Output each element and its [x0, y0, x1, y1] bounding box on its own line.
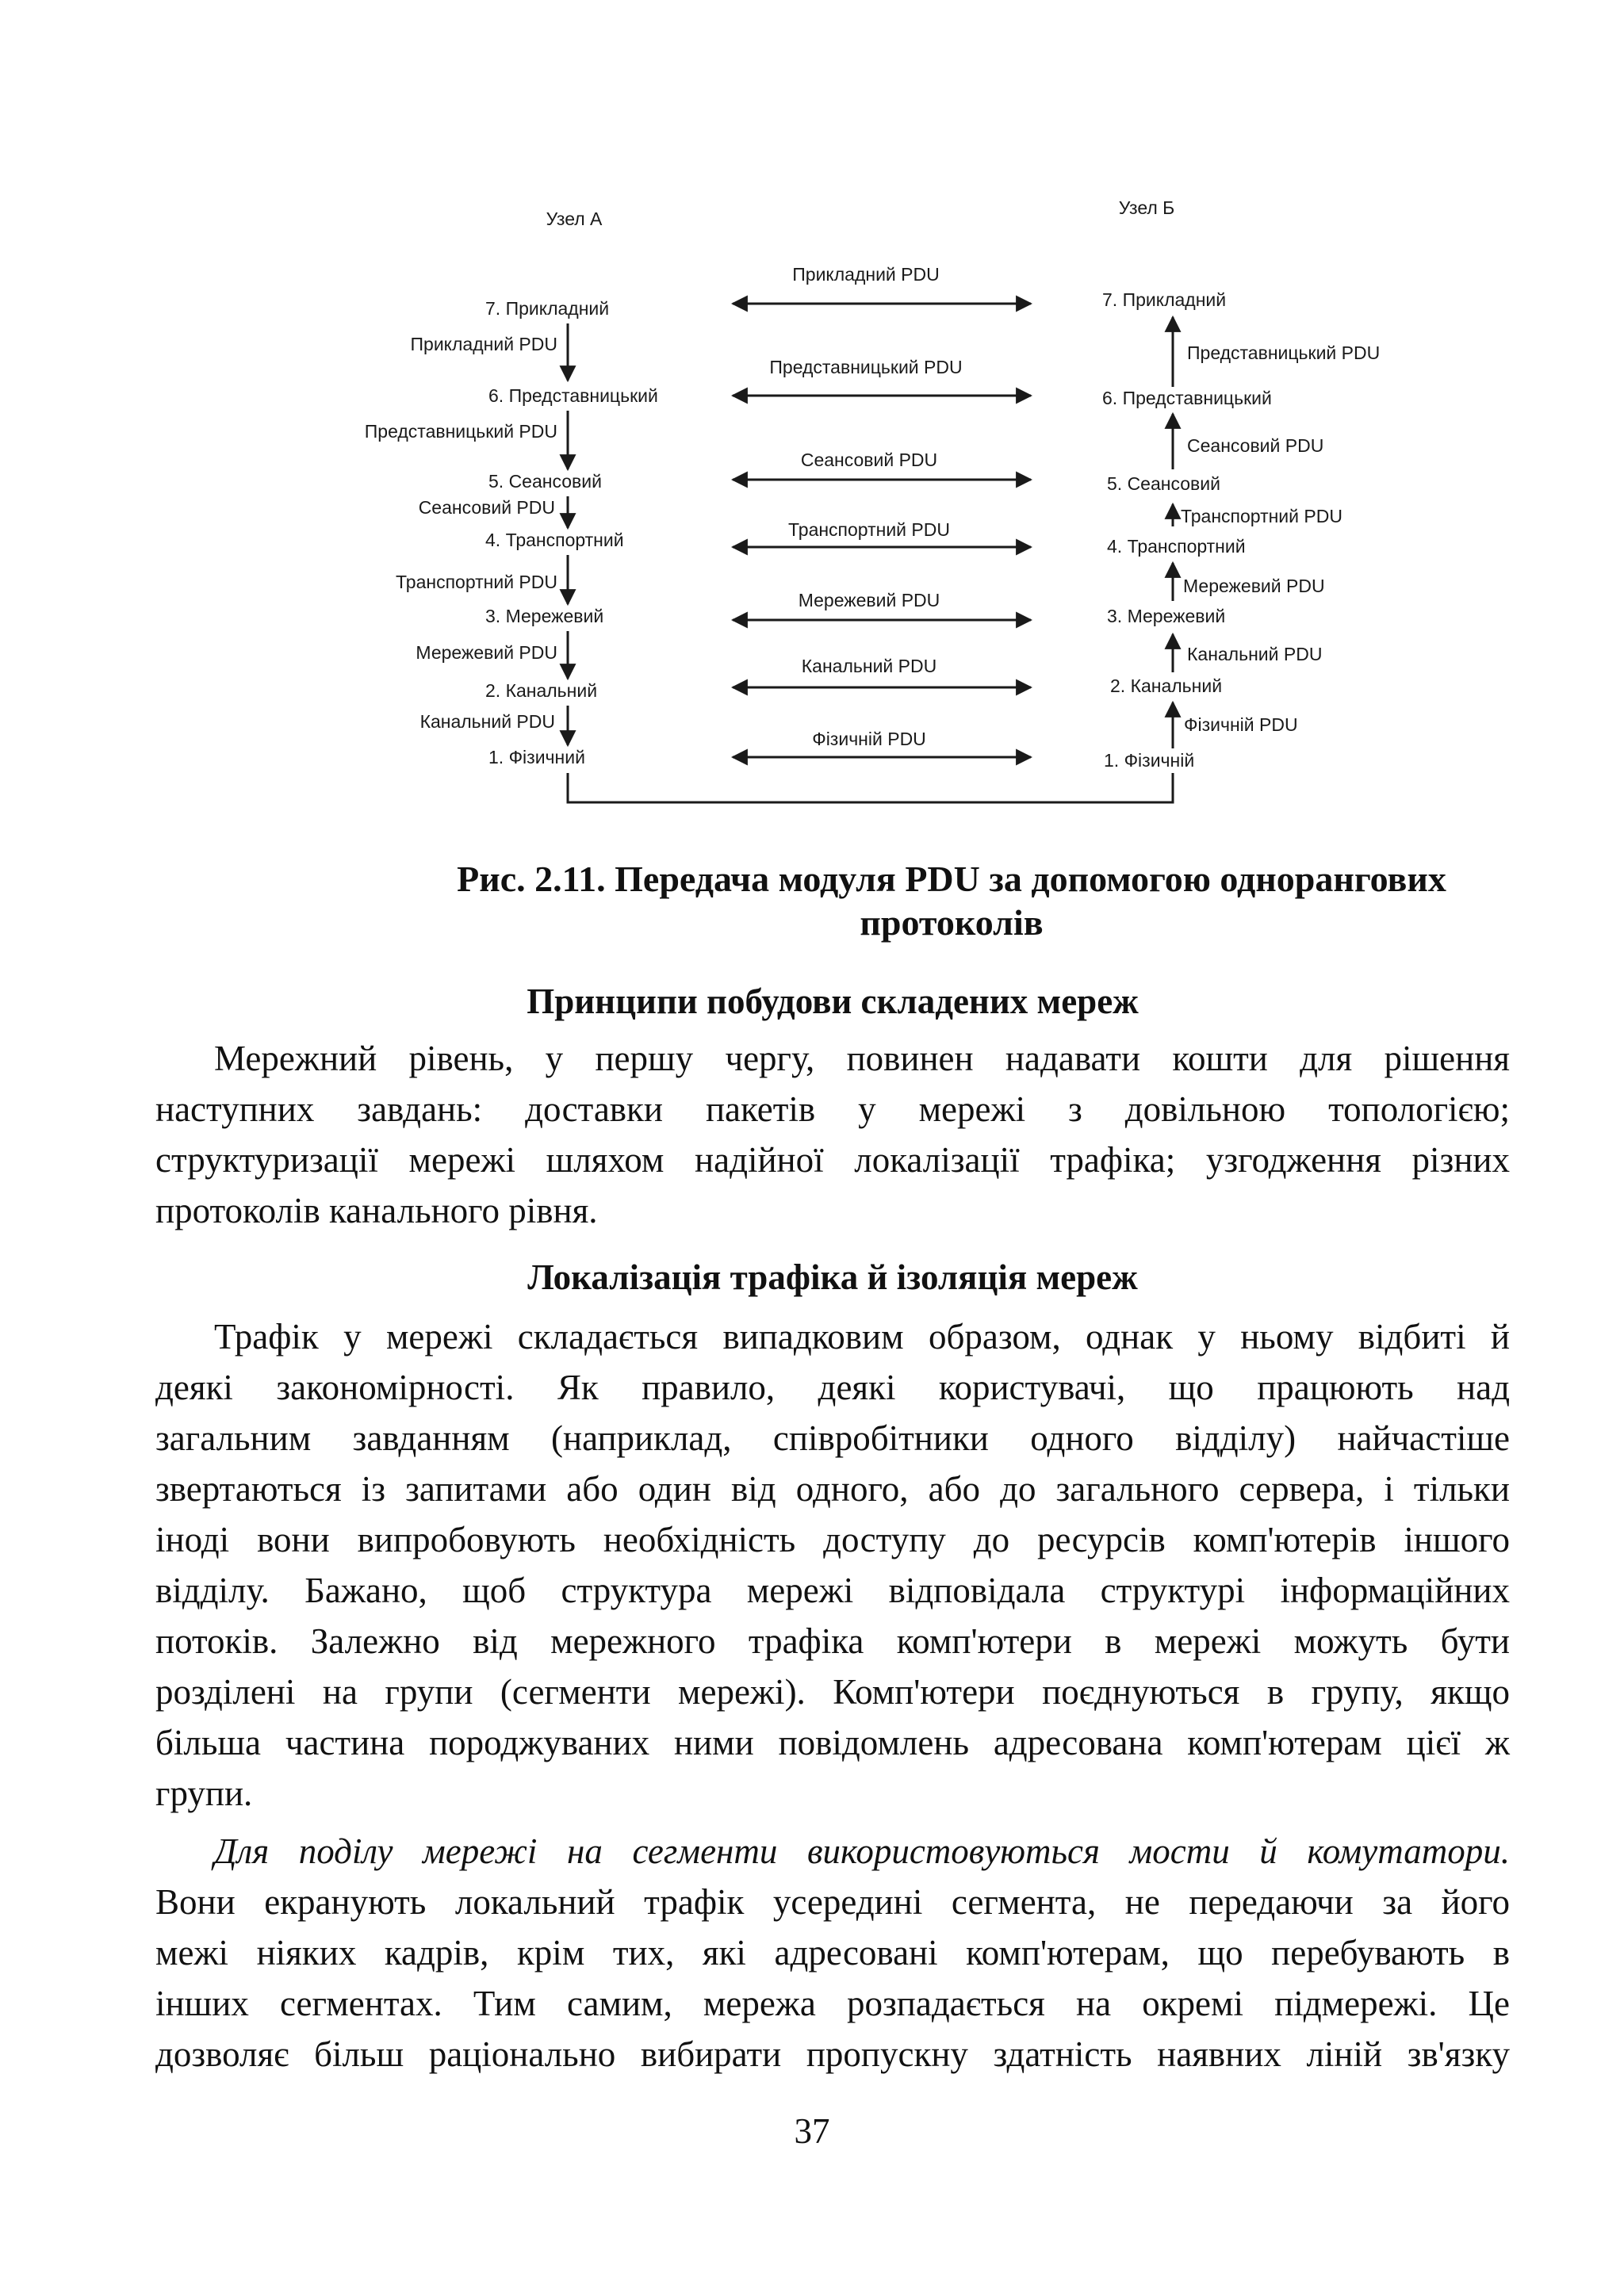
node-a-layer: 4. Транспортний: [485, 530, 624, 550]
node-a-layers: [485, 298, 658, 767]
text-line: дозволяє більш раціонально вибирати пропускну здатність наявних ліній зв'язку: [155, 2034, 1510, 2074]
peer-pdu-label: Представницький PDU: [769, 357, 963, 377]
physical-medium-line: [568, 773, 1173, 802]
peer-exchange-labels: [769, 264, 962, 749]
node-b-pdu-label: Мережевий PDU: [1183, 576, 1325, 596]
figure-caption-line: Рис. 2.11. Передача модуля PDU за допомогою однорангових: [457, 859, 1446, 899]
node-a-pdu-label: Канальний PDU: [419, 711, 555, 732]
node-b-layer: 3. Мережевий: [1107, 606, 1226, 626]
node-a-pdu-label: Сеансовий PDU: [418, 497, 555, 518]
node-b-layer: 5. Сеансовий: [1107, 473, 1220, 494]
node-a-layer: 2. Канальний: [485, 680, 598, 701]
node-a-pdu-label: Транспортний PDU: [396, 572, 557, 592]
text-line: наступних завдань: доставки пакетів у мережі з довільною топологією;: [155, 1089, 1510, 1129]
page-number: 37: [794, 2111, 830, 2151]
peer-pdu-label: Прикладний PDU: [792, 264, 940, 285]
text-line: загальним завданням (наприклад, співробітники одного відділу) найчастіше: [155, 1418, 1510, 1458]
text-line: Вони екранують локальний трафік усередині сегмента, не передаючи за його: [155, 1882, 1510, 1922]
node-b-layer: 2. Канальний: [1110, 675, 1223, 696]
section-heading: Принципи побудови складених мереж: [527, 982, 1139, 1021]
node-b-pdu-label: Канальний PDU: [1187, 644, 1323, 664]
node-a-title: Узел А: [546, 209, 603, 229]
text-line: розділені на групи (сегменти мережі). Комп'ютери поєднуються в групу, якщо: [155, 1672, 1510, 1712]
node-a-layer: 7. Прикладний: [485, 298, 610, 319]
node-a-pdu-label: Представницький PDU: [364, 421, 557, 442]
text-line: потоків. Залежно від мережного трафіка комп'ютери в мережі можуть бути: [155, 1621, 1510, 1661]
text-line: деякі закономірності. Як правило, деякі користувачі, що працюють над: [155, 1368, 1510, 1407]
node-a-pdu-label: Прикладний PDU: [410, 334, 557, 354]
text-line: протоколів канального рівня.: [155, 1191, 598, 1230]
peer-pdu-label: Сеансовий PDU: [800, 450, 938, 470]
node-b-layer: 4. Транспортний: [1107, 536, 1246, 557]
node-a-layer: 5. Сеансовий: [488, 471, 602, 492]
text-line: групи.: [155, 1774, 253, 1813]
node-b-pdu-label: Транспортний PDU: [1181, 506, 1342, 526]
text-line: межі ніяких кадрів, крім тих, які адресовані комп'ютерам, що перебувають в: [155, 1933, 1510, 1973]
node-a-layer: 1. Фізичний: [488, 747, 585, 767]
node-b-layer: 1. Фізичній: [1104, 750, 1195, 771]
text-line: Мережний рівень, у першу чергу, повинен надавати кошти для рішення: [214, 1039, 1510, 1078]
text-line: звертаються із запитами або один від одного, або до загального сервера, і тільки: [155, 1469, 1510, 1509]
italic-text-line: Для поділу мережі на сегменти використовуються мости й комутатори.: [214, 1831, 1510, 1871]
text-line: більша частина породжуваних ними повідомлень адресована комп'ютерам цієї ж: [155, 1723, 1510, 1762]
text-line: Трафік у мережі складається випадковим образом, однак у ньому відбиті й: [214, 1317, 1510, 1357]
text-line: структуризації мережі шляхом надійної локалізації трафіка; узгодження різних: [155, 1140, 1510, 1180]
node-b-layer: 7. Прикладний: [1102, 289, 1227, 310]
node-b-pdu-label: Фізичній PDU: [1184, 714, 1298, 735]
peer-pdu-label: Фізичній PDU: [812, 729, 926, 749]
node-a-layer: 6. Представницький: [488, 385, 658, 406]
node-a-pdu-label: Мережевий PDU: [416, 642, 557, 663]
text-line: інших сегментах. Тим самим, мережа розпадається на окремі підмережі. Це: [155, 1984, 1510, 2023]
text-line: відділу. Бажано, щоб структура мережі відповідала структурі інформаційних: [155, 1571, 1510, 1610]
node-b-pdu-label: Представницький PDU: [1187, 342, 1381, 363]
peer-pdu-label: Мережевий PDU: [798, 590, 940, 610]
node-b-layer: 6. Представницький: [1102, 388, 1272, 408]
text-line: іноді вони випробовують необхідність доступу до ресурсів комп'ютерів іншого: [155, 1520, 1510, 1559]
peer-pdu-label: Транспортний PDU: [788, 519, 950, 540]
node-b-title: Узел Б: [1118, 197, 1175, 218]
figure-caption-line: протоколів: [860, 902, 1044, 943]
node-a-layer: 3. Мережевий: [485, 606, 604, 626]
osi-pdu-diagram: [0, 0, 1624, 840]
peer-pdu-label: Канальний PDU: [801, 656, 937, 676]
section-heading: Локалізація трафіка й ізоляція мереж: [527, 1257, 1138, 1297]
node-b-pdu-label: Сеансовий PDU: [1187, 435, 1324, 456]
